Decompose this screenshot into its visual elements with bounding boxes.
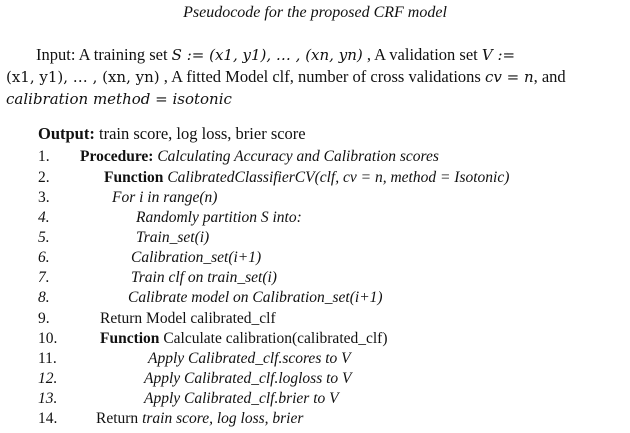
line-number: 12. xyxy=(38,370,58,387)
pseudocode-line-12 xyxy=(38,370,352,390)
keyword: Function xyxy=(104,169,164,186)
line-number: 1. xyxy=(38,148,50,165)
line-text: Return Model calibrated_clf xyxy=(100,310,276,327)
line-number: 6. xyxy=(38,249,50,266)
line-text: Calculate calibration(calibrated_clf) xyxy=(159,330,388,347)
line-text: Randomly partition S into: xyxy=(136,209,302,226)
pseudocode-line-10 xyxy=(38,330,388,350)
input-math-1: S := (x1, y1), … , (xn, yn) xyxy=(171,46,363,64)
input-text-4: , and xyxy=(533,67,566,86)
line-number: 9. xyxy=(38,310,50,327)
line-number: 4. xyxy=(38,209,50,226)
line-text: Apply Calibrated_clf.logloss to V xyxy=(144,370,352,387)
input-math-2: V := xyxy=(481,46,516,64)
line-number: 14. xyxy=(38,410,58,427)
pseudocode-line-8 xyxy=(38,289,383,309)
output-label: Output: xyxy=(38,124,95,143)
line-number: 13. xyxy=(38,390,58,407)
line-number: 7. xyxy=(38,269,50,286)
line-number: 3. xyxy=(38,189,50,206)
line-number: 2. xyxy=(38,169,50,186)
pseudocode-line-11 xyxy=(38,350,351,370)
keyword: Procedure: xyxy=(80,148,154,165)
input-text-3: , A fitted Model clf, number of cross validations xyxy=(159,67,485,86)
pseudocode-line-2 xyxy=(38,169,510,189)
input-paragraph xyxy=(6,44,620,110)
pseudocode-line-13 xyxy=(38,390,339,410)
input-text-2: , A validation set xyxy=(362,45,482,64)
line-text: CalibratedClassifierCV(clf, cv = n, method = Isotonic) xyxy=(163,169,510,186)
line-text: Calibrate model on Calibration_set(i+1) xyxy=(128,289,383,306)
pseudocode-line-5 xyxy=(38,229,210,249)
input-math-3: (x1, y1), … , (xn, yn) xyxy=(6,68,160,86)
input-math-4: cv = n xyxy=(484,68,534,86)
line-text: Apply Calibrated_clf.scores to V xyxy=(148,350,351,367)
pseudocode-line-4 xyxy=(38,209,302,229)
line-number: 10. xyxy=(38,330,58,347)
pseudocode-line-14 xyxy=(38,410,304,430)
input-math-5: calibration method = isotonic xyxy=(6,90,232,108)
line-number: 8. xyxy=(38,289,50,306)
line-text: Apply Calibrated_clf.brier to V xyxy=(144,390,339,407)
return-keyword: Return xyxy=(96,410,143,427)
figure-caption: Pseudocode for the proposed CRF model xyxy=(183,4,447,21)
pseudocode-line-6 xyxy=(38,249,262,269)
keyword: Function xyxy=(100,330,160,347)
line-text: Calculating Accuracy and Calibration scores xyxy=(153,148,439,165)
line-text: Train clf on train_set(i) xyxy=(131,269,277,286)
line-number: 5. xyxy=(38,229,50,246)
line-text: Train_set(i) xyxy=(136,229,210,246)
pseudocode-line-7 xyxy=(38,269,277,289)
pseudocode-line-1 xyxy=(38,148,439,168)
pseudocode-line-3 xyxy=(38,189,218,209)
pseudocode-line-9 xyxy=(38,310,276,330)
input-text-1: A training set xyxy=(75,45,172,64)
line-number: 11. xyxy=(38,350,57,367)
output-text: train score, log loss, brier score xyxy=(94,124,306,143)
input-label: Input: xyxy=(36,45,76,64)
output-line xyxy=(38,124,306,144)
line-text: Calibration_set(i+1) xyxy=(131,249,262,266)
line-text: train score, log loss, brier xyxy=(142,410,304,427)
line-text: For i in range(n) xyxy=(112,189,218,206)
